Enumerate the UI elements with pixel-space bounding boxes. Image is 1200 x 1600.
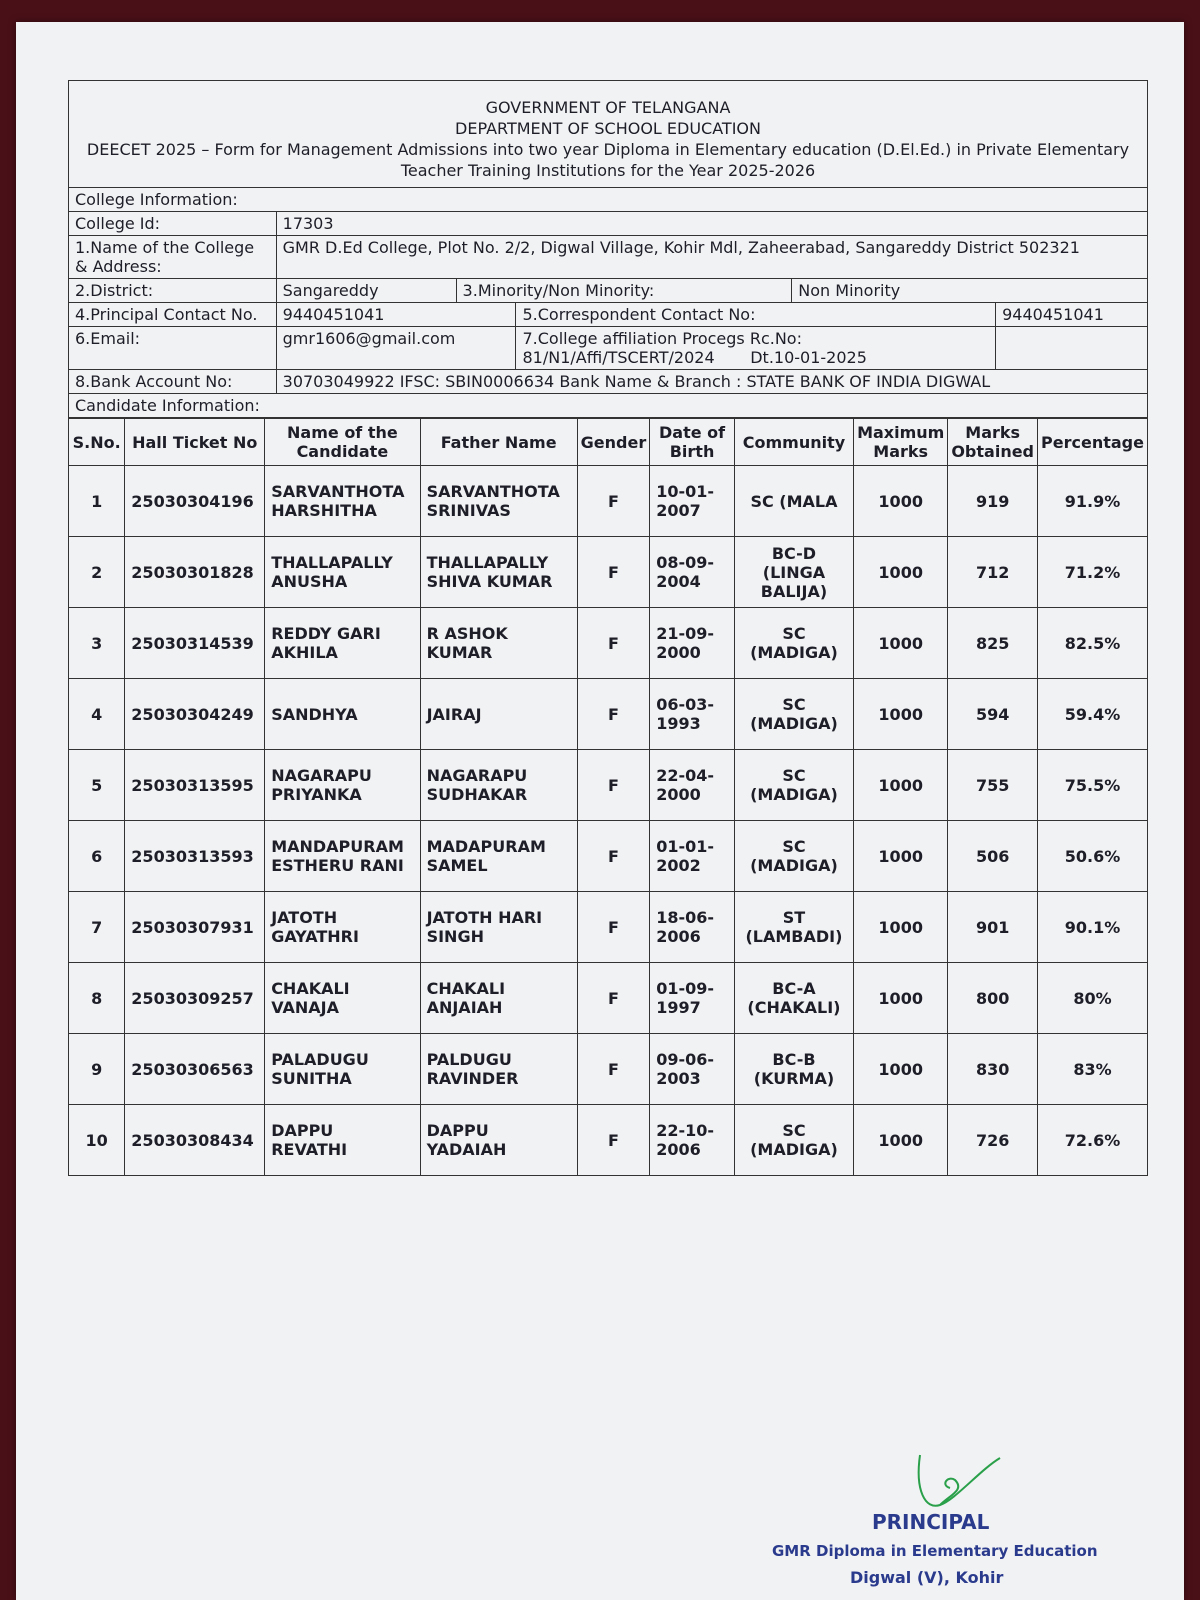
cell-father-name: JAIRAJ bbox=[420, 679, 577, 750]
cell-max-marks: 1000 bbox=[854, 679, 948, 750]
cell-marks-obtained: 755 bbox=[948, 750, 1038, 821]
cell-candidate-name: MANDAPURAM ESTHERU RANI bbox=[265, 821, 420, 892]
cell-dob: 01-01-2002 bbox=[650, 821, 735, 892]
column-header: Percentage bbox=[1038, 419, 1148, 466]
cell-marks-obtained: 594 bbox=[948, 679, 1038, 750]
cell-sno: 6 bbox=[69, 821, 125, 892]
cell-gender: F bbox=[577, 750, 650, 821]
cell-max-marks: 1000 bbox=[854, 963, 948, 1034]
column-header: Marks Obtained bbox=[948, 419, 1038, 466]
cell-dob: 18-06-2006 bbox=[650, 892, 735, 963]
stamp-title: PRINCIPAL bbox=[872, 1510, 990, 1534]
column-header: Father Name bbox=[420, 419, 577, 466]
cell-sno: 9 bbox=[69, 1034, 125, 1105]
cell-candidate-name: THALLAPALLY ANUSHA bbox=[265, 537, 420, 608]
table-row bbox=[69, 679, 1148, 750]
cell-hall-ticket: 25030308434 bbox=[125, 1105, 265, 1176]
cell-marks-obtained: 506 bbox=[948, 821, 1038, 892]
cell-hall-ticket: 25030307931 bbox=[125, 892, 265, 963]
candidate-header-row bbox=[69, 419, 1148, 466]
cell-candidate-name: NAGARAPU PRIYANKA bbox=[265, 750, 420, 821]
header-form-title: DEECET 2025 – Form for Management Admissions into two year Diploma in Elementary education (D.El.Ed.) in Private Elementary bbox=[86, 140, 1130, 159]
cell-gender: F bbox=[577, 537, 650, 608]
header-government: GOVERNMENT OF TELANGANA bbox=[485, 98, 731, 117]
cell-sno: 2 bbox=[69, 537, 125, 608]
cell-community: ST (LAMBADI) bbox=[734, 892, 853, 963]
affiliation-value: 81/N1/Affi/TSCERT/2024 Dt.10-01-2025 bbox=[522, 348, 867, 367]
cell-marks-obtained: 825 bbox=[948, 608, 1038, 679]
cell-gender: F bbox=[577, 679, 650, 750]
column-header: Maximum Marks bbox=[854, 419, 948, 466]
cell-dob: 22-10-2006 bbox=[650, 1105, 735, 1176]
college-id-label: College Id: bbox=[69, 212, 277, 236]
cell-dob: 09-06-2003 bbox=[650, 1034, 735, 1105]
cell-sno: 10 bbox=[69, 1105, 125, 1176]
cell-percentage: 83% bbox=[1038, 1034, 1148, 1105]
cell-community: SC (MALA bbox=[734, 466, 853, 537]
cell-percentage: 75.5% bbox=[1038, 750, 1148, 821]
form-header bbox=[68, 80, 1148, 187]
bank-account-value: 30703049922 IFSC: SBIN0006634 Bank Name & Branch : STATE BANK OF INDIA DIGWAL bbox=[276, 370, 1147, 394]
cell-community: BC-A (CHAKALI) bbox=[734, 963, 853, 1034]
cell-father-name: CHAKALI ANJAIAH bbox=[420, 963, 577, 1034]
cell-max-marks: 1000 bbox=[854, 1105, 948, 1176]
cell-father-name: PALDUGU RAVINDER bbox=[420, 1034, 577, 1105]
bank-account-label: 8.Bank Account No: bbox=[69, 370, 277, 394]
cell-marks-obtained: 830 bbox=[948, 1034, 1038, 1105]
column-header: Name of the Candidate bbox=[265, 419, 420, 466]
cell-father-name: THALLAPALLY SHIVA KUMAR bbox=[420, 537, 577, 608]
cell-candidate-name: DAPPU REVATHI bbox=[265, 1105, 420, 1176]
cell-sno: 1 bbox=[69, 466, 125, 537]
email-label: 6.Email: bbox=[69, 327, 277, 370]
cell-marks-obtained: 726 bbox=[948, 1105, 1038, 1176]
cell-candidate-name: PALADUGU SUNITHA bbox=[265, 1034, 420, 1105]
cell-father-name: R ASHOK KUMAR bbox=[420, 608, 577, 679]
cell-gender: F bbox=[577, 1105, 650, 1176]
cell-max-marks: 1000 bbox=[854, 537, 948, 608]
column-header: Community bbox=[734, 419, 853, 466]
candidate-table bbox=[68, 418, 1148, 1176]
minority-label: 3.Minority/Non Minority: bbox=[456, 279, 792, 303]
cell-father-name: MADAPURAM SAMEL bbox=[420, 821, 577, 892]
district-value: Sangareddy bbox=[276, 279, 456, 303]
cell-percentage: 80% bbox=[1038, 963, 1148, 1034]
header-year: Teacher Training Institutions for the Year 2025-2026 bbox=[400, 161, 816, 180]
table-row bbox=[69, 963, 1148, 1034]
cell-sno: 5 bbox=[69, 750, 125, 821]
cell-dob: 06-03-1993 bbox=[650, 679, 735, 750]
table-row bbox=[69, 892, 1148, 963]
stamp-line-1: GMR Diploma in Elementary Education bbox=[772, 1542, 1098, 1560]
cell-max-marks: 1000 bbox=[854, 466, 948, 537]
cell-dob: 10-01-2007 bbox=[650, 466, 735, 537]
cell-hall-ticket: 25030313593 bbox=[125, 821, 265, 892]
correspondent-contact-label: 5.Correspondent Contact No: bbox=[516, 303, 996, 327]
cell-hall-ticket: 25030304196 bbox=[125, 466, 265, 537]
cell-max-marks: 1000 bbox=[854, 821, 948, 892]
email-value: gmr1606@gmail.com bbox=[276, 327, 516, 370]
cell-marks-obtained: 919 bbox=[948, 466, 1038, 537]
cell-candidate-name: SARVANTHOTA HARSHITHA bbox=[265, 466, 420, 537]
admission-form bbox=[68, 80, 1148, 1176]
cell-marks-obtained: 800 bbox=[948, 963, 1038, 1034]
cell-sno: 3 bbox=[69, 608, 125, 679]
affiliation-label: 7.College affiliation Procegs Rc.No: bbox=[522, 329, 802, 348]
principal-stamp bbox=[760, 1450, 1140, 1590]
cell-gender: F bbox=[577, 1034, 650, 1105]
table-row bbox=[69, 1105, 1148, 1176]
cell-candidate-name: REDDY GARI AKHILA bbox=[265, 608, 420, 679]
cell-max-marks: 1000 bbox=[854, 1034, 948, 1105]
cell-hall-ticket: 25030306563 bbox=[125, 1034, 265, 1105]
cell-father-name: DAPPU YADAIAH bbox=[420, 1105, 577, 1176]
college-info-table bbox=[68, 187, 1148, 418]
table-row bbox=[69, 1034, 1148, 1105]
cell-hall-ticket: 25030313595 bbox=[125, 750, 265, 821]
cell-gender: F bbox=[577, 608, 650, 679]
cell-community: SC (MADIGA) bbox=[734, 1105, 853, 1176]
cell-percentage: 82.5% bbox=[1038, 608, 1148, 679]
cell-percentage: 91.9% bbox=[1038, 466, 1148, 537]
cell-community: SC (MADIGA) bbox=[734, 679, 853, 750]
column-header: Gender bbox=[577, 419, 650, 466]
cell-candidate-name: SANDHYA bbox=[265, 679, 420, 750]
cell-community: BC-D (LINGA BALIJA) bbox=[734, 537, 853, 608]
column-header: S.No. bbox=[69, 419, 125, 466]
candidate-info-label: Candidate Information: bbox=[69, 394, 1148, 418]
district-label: 2.District: bbox=[69, 279, 277, 303]
cell-dob: 01-09-1997 bbox=[650, 963, 735, 1034]
stamp-line-2: Digwal (V), Kohir bbox=[850, 1568, 1004, 1587]
cell-community: SC (MADIGA) bbox=[734, 821, 853, 892]
cell-gender: F bbox=[577, 466, 650, 537]
table-row bbox=[69, 608, 1148, 679]
table-row bbox=[69, 537, 1148, 608]
cell-hall-ticket: 25030304249 bbox=[125, 679, 265, 750]
college-name-value: GMR D.Ed College, Plot No. 2/2, Digwal Village, Kohir Mdl, Zaheerabad, Sangareddy District 502321 bbox=[276, 236, 1147, 279]
cell-hall-ticket: 25030309257 bbox=[125, 963, 265, 1034]
column-header: Hall Ticket No bbox=[125, 419, 265, 466]
header-department: DEPARTMENT OF SCHOOL EDUCATION bbox=[455, 119, 761, 138]
cell-candidate-name: JATOTH GAYATHRI bbox=[265, 892, 420, 963]
cell-father-name: NAGARAPU SUDHAKAR bbox=[420, 750, 577, 821]
cell-max-marks: 1000 bbox=[854, 892, 948, 963]
cell-community: SC (MADIGA) bbox=[734, 608, 853, 679]
cell-father-name: SARVANTHOTA SRINIVAS bbox=[420, 466, 577, 537]
cell-max-marks: 1000 bbox=[854, 608, 948, 679]
college-name-label: 1.Name of the College & Address: bbox=[69, 236, 277, 279]
minority-value: Non Minority bbox=[792, 279, 1148, 303]
cell-sno: 8 bbox=[69, 963, 125, 1034]
cell-dob: 08-09-2004 bbox=[650, 537, 735, 608]
cell-dob: 22-04-2000 bbox=[650, 750, 735, 821]
cell-dob: 21-09-2000 bbox=[650, 608, 735, 679]
cell-max-marks: 1000 bbox=[854, 750, 948, 821]
principal-contact-label: 4.Principal Contact No. bbox=[69, 303, 277, 327]
cell-percentage: 59.4% bbox=[1038, 679, 1148, 750]
table-row bbox=[69, 750, 1148, 821]
cell-father-name: JATOTH HARI SINGH bbox=[420, 892, 577, 963]
cell-sno: 7 bbox=[69, 892, 125, 963]
table-row bbox=[69, 821, 1148, 892]
cell-marks-obtained: 712 bbox=[948, 537, 1038, 608]
cell-candidate-name: CHAKALI VANAJA bbox=[265, 963, 420, 1034]
cell-gender: F bbox=[577, 892, 650, 963]
cell-sno: 4 bbox=[69, 679, 125, 750]
cell-gender: F bbox=[577, 963, 650, 1034]
table-row bbox=[69, 466, 1148, 537]
cell-percentage: 90.1% bbox=[1038, 892, 1148, 963]
cell-percentage: 50.6% bbox=[1038, 821, 1148, 892]
principal-contact-value: 9440451041 bbox=[276, 303, 516, 327]
cell-hall-ticket: 25030314539 bbox=[125, 608, 265, 679]
cell-community: BC-B (KURMA) bbox=[734, 1034, 853, 1105]
cell-marks-obtained: 901 bbox=[948, 892, 1038, 963]
candidate-rows bbox=[69, 466, 1148, 1176]
cell-community: SC (MADIGA) bbox=[734, 750, 853, 821]
correspondent-contact-value: 9440451041 bbox=[996, 303, 1148, 327]
college-info-label: College Information: bbox=[69, 188, 1148, 212]
cell-gender: F bbox=[577, 821, 650, 892]
college-id-value: 17303 bbox=[276, 212, 1147, 236]
cell-percentage: 71.2% bbox=[1038, 537, 1148, 608]
cell-percentage: 72.6% bbox=[1038, 1105, 1148, 1176]
cell-hall-ticket: 25030301828 bbox=[125, 537, 265, 608]
column-header: Date of Birth bbox=[650, 419, 735, 466]
